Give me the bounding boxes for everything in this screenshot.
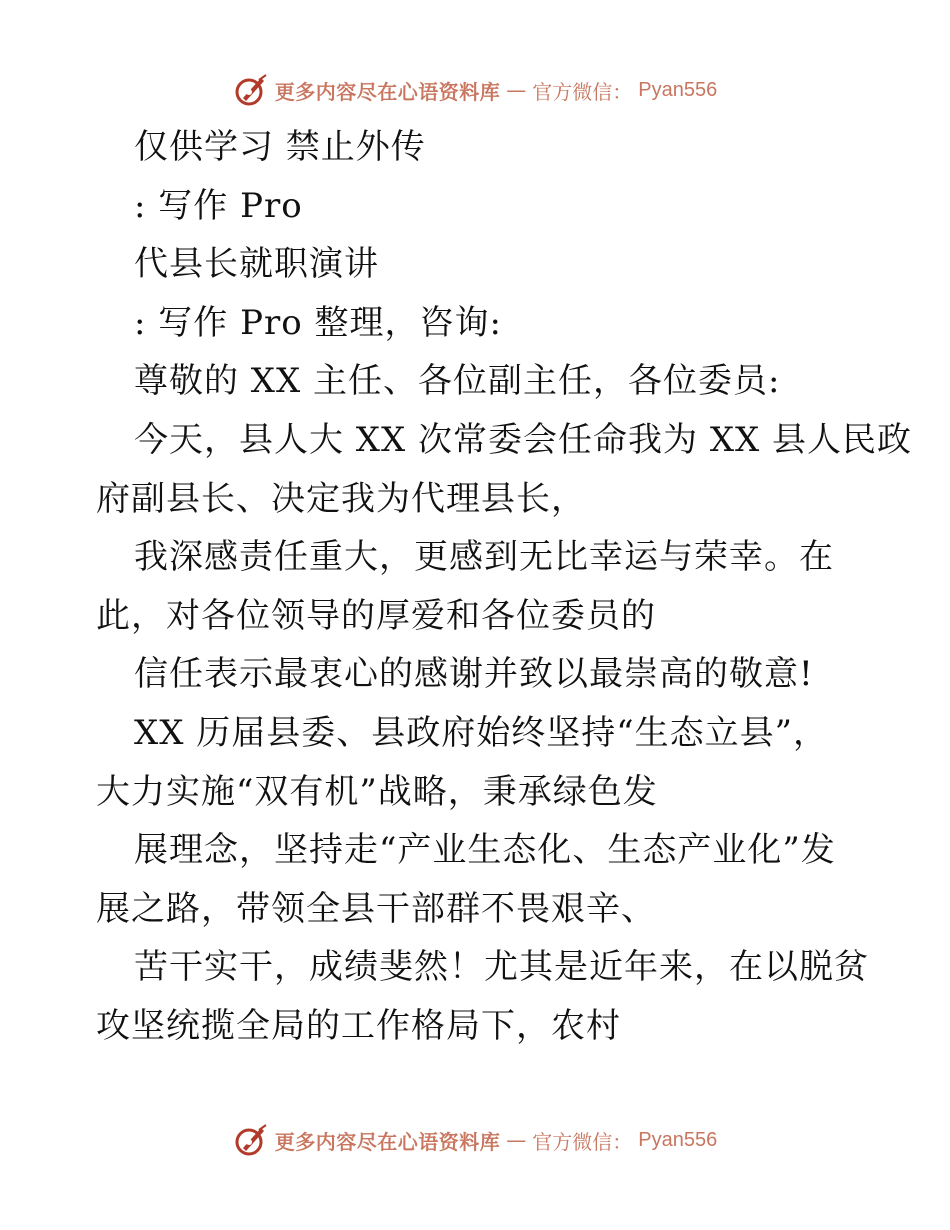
text-line: 府副县长、决定我为代理县长， bbox=[96, 478, 586, 519]
text-line: 大力实施“双有机”战略，秉承绿色发 bbox=[96, 771, 658, 812]
text-line: 代县长就职演讲 bbox=[134, 244, 379, 285]
text-line: 此，对各位领导的厚爱和各位委员的 bbox=[96, 595, 656, 636]
text-line: : 写作 Pro bbox=[134, 185, 303, 226]
text-line: 信任表示最衷心的感谢并致以最崇高的敬意! bbox=[134, 654, 814, 695]
header-watermark bbox=[0, 68, 950, 112]
watermark-wechat-id: Pyan556 bbox=[638, 1128, 718, 1151]
quill-logo-icon bbox=[233, 1122, 269, 1158]
watermark-official-label: 官方微信： bbox=[532, 1129, 633, 1154]
text-line: 攻坚统揽全局的工作格局下，农村 bbox=[96, 1005, 621, 1046]
text-line: : 写作 Pro 整理，咨询: bbox=[134, 302, 502, 343]
text-line: 展理念，坚持走“产业生态化、生态产业化”发 bbox=[134, 830, 836, 871]
watermark-separator: — bbox=[506, 78, 527, 102]
footer-watermark bbox=[0, 1118, 950, 1162]
watermark-separator: — bbox=[506, 1128, 527, 1152]
quill-logo-icon bbox=[233, 72, 269, 108]
text-line: 尊敬的 XX 主任、各位副主任，各位委员: bbox=[134, 361, 781, 402]
text-line: 展之路，带领全县干部群不畏艰辛、 bbox=[96, 888, 656, 929]
text-line: 苦干实干，成绩斐然！尤其是近年来，在以脱贫 bbox=[134, 947, 869, 988]
watermark-brand-text: 更多内容尽在心语资料库 bbox=[274, 79, 501, 104]
text-line: XX 历届县委、县政府始终坚持“生态立县”， bbox=[134, 712, 828, 753]
text-line: 今天，县人大 XX 次常委会任命我为 XX 县人民政 bbox=[134, 419, 913, 460]
document-body bbox=[96, 118, 913, 1056]
watermark-official-label: 官方微信： bbox=[532, 79, 633, 104]
text-line: 我深感责任重大，更感到无比幸运与荣幸。在 bbox=[134, 537, 834, 578]
text-line: 仅供学习 禁止外传 bbox=[134, 127, 426, 167]
watermark-wechat-id: Pyan556 bbox=[638, 78, 718, 101]
watermark-brand-text: 更多内容尽在心语资料库 bbox=[274, 1129, 501, 1154]
